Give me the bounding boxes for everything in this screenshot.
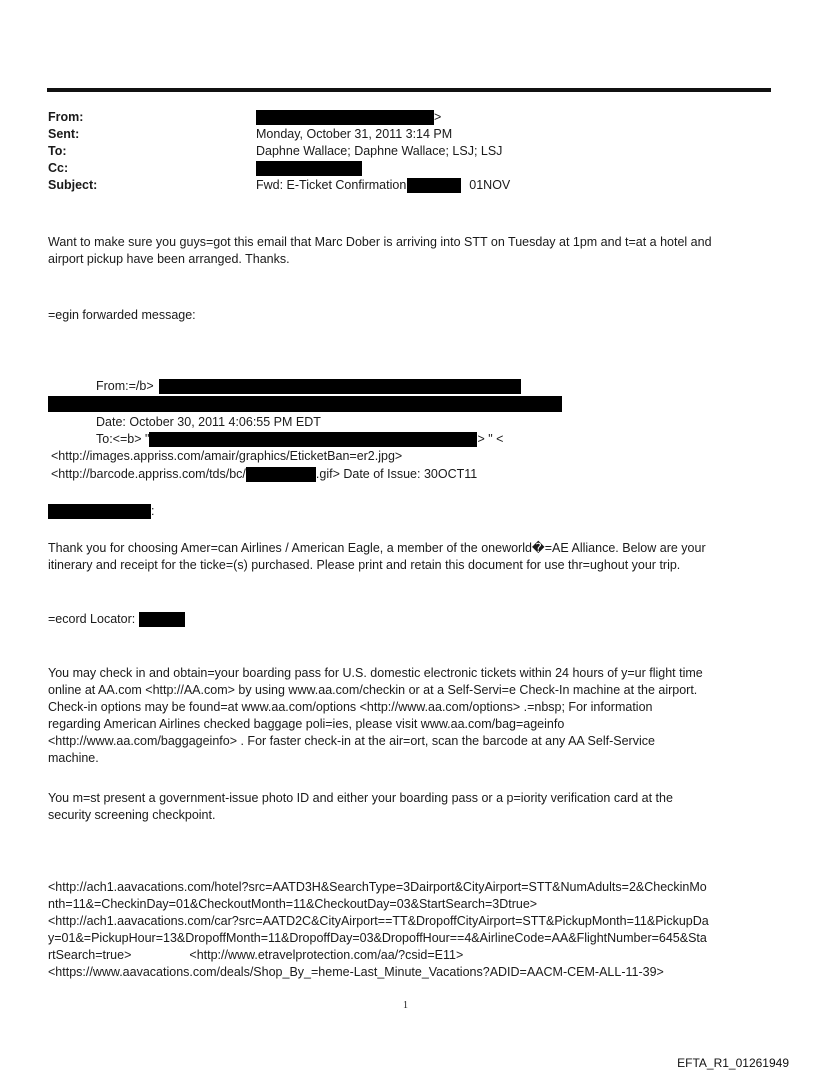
fwd-barcode-line: [51, 466, 781, 483]
redaction: [149, 432, 477, 447]
subject-suffix: 01NOV: [469, 178, 511, 192]
fwd-to-suffix: > " <: [477, 432, 504, 446]
intro-paragraph: [48, 234, 778, 268]
checkin-line: <http://www.aa.com/baggageinfo> . For faster check-in at the air=ort, scan the barcode at any AA Self-Service: [48, 734, 655, 748]
barcode-suffix: .gif> Date of Issue: 30OCT11: [315, 467, 478, 481]
checkin-line: machine.: [48, 751, 99, 765]
redaction: [256, 161, 362, 176]
header-rule: [47, 88, 771, 92]
url-line: <https://www.aavacations.com/deals/Shop_By_=heme-Last_Minute_Vacations?ADID=AACM-CEM-ALL-11-39>: [48, 965, 664, 979]
greeting-line: [48, 503, 778, 520]
email-header: [48, 109, 768, 194]
subject-prefix: Fwd: E-Ticket Confirmation: [256, 178, 407, 192]
fwd-image-url: <http://images.appriss.com/amair/graphics/EticketBan=er2.jpg>: [51, 449, 403, 463]
url-line: <http://ach1.aavacations.com/hotel?src=AATD3H&SearchType=3Dairport&CityAirport=STT&NumAdults=2&CheckinMo: [48, 880, 707, 894]
url-line: <http://ach1.aavacations.com/car?src=AATD2C&CityAirport==TT&DropoffCityAirport=STT&PickupMonth=11&PickupDa: [48, 914, 709, 928]
url-block: [48, 879, 778, 981]
intro-line: Want to make sure you guys=got this email that Marc Dober is arriving into STT on Tuesday at 1pm and t=at a hotel and: [48, 235, 712, 249]
to-row: [48, 143, 768, 160]
url-line: [48, 947, 778, 964]
checkin-paragraph: [48, 665, 778, 767]
intro-line: airport pickup have been arranged. Thanks.: [48, 252, 290, 266]
fwd-to-line: [96, 431, 503, 448]
checkin-line: online at AA.com <http://AA.com> by using www.aa.com/checkin or at a Self-Servi=e Check-In machine at the airport.: [48, 683, 698, 697]
checkin-line: You may check in and obtain=your boarding pass for U.S. domestic electronic tickets within 24 hours of y=ur flight time: [48, 666, 703, 680]
greeting-colon: :: [151, 504, 155, 518]
sent-label: Sent:: [48, 127, 80, 141]
sent-row: [48, 126, 768, 143]
url-line: nth=11&=CheckinDay=01&CheckoutMonth=11&CheckoutDay=03&StartSearch=3Dtrue>: [48, 897, 538, 911]
url-fragment: <http://www.etravelprotection.com/aa/?csid=E11>: [189, 948, 464, 962]
redaction: [407, 178, 461, 193]
redaction: [256, 110, 434, 125]
cc-label: Cc:: [48, 161, 69, 175]
url-fragment: rtSearch=true>: [48, 948, 132, 962]
thanks-line: itinerary and receipt for the ticke=(s) purchased. Please print and retain this document for use thr=ughout your trip.: [48, 558, 681, 572]
to-value: Daphne Wallace; Daphne Wallace; LSJ; LSJ: [256, 144, 503, 158]
checkin-line: regarding American Airlines checked baggage poli=ies, please visit www.aa.com/bag=ageinfo: [48, 717, 565, 731]
forwarded-label: =egin forwarded message:: [48, 308, 196, 322]
fwd-date: Date: October 30, 2011 4:06:55 PM EDT: [96, 415, 321, 429]
redaction: [139, 612, 185, 627]
thanks-paragraph: [48, 540, 778, 574]
checkin-line: Check-in options may be found=at www.aa.com/options <http://www.aa.com/options> .=nbsp; For information: [48, 700, 653, 714]
sent-value: Monday, October 31, 2011 3:14 PM: [256, 127, 453, 141]
url-line: y=01&=PickupHour=13&DropoffMonth=11&DropoffDay=03&DropoffHour==4&AirlineCode=AA&FlightNumber=645&Sta: [48, 931, 707, 945]
to-label: To:: [48, 144, 67, 158]
fwd-from-label: From:=/b>: [96, 379, 154, 393]
record-locator-label: =ecord Locator:: [48, 612, 136, 626]
redaction: [159, 379, 521, 394]
subject-label: Subject:: [48, 178, 98, 192]
fwd-to-label: To:<=b> ": [96, 432, 150, 446]
barcode-prefix: <http://barcode.appriss.com/tds/bc/: [51, 467, 246, 481]
page-number: 1: [403, 1000, 408, 1011]
id-paragraph: [48, 790, 778, 824]
from-suffix: >: [434, 110, 442, 124]
subject-row: [48, 177, 768, 194]
record-locator-line: [48, 611, 778, 628]
thanks-line: Thank you for choosing Amer=can Airlines / American Eagle, a member of the oneworld�=AE Alliance. Below are your: [48, 541, 706, 555]
from-row: [48, 109, 768, 126]
fwd-from-line: [96, 378, 521, 395]
id-line: security screening checkpoint.: [48, 808, 216, 822]
redaction: [48, 504, 151, 519]
redaction: [48, 396, 562, 412]
bates-number: EFTA_R1_01261949: [677, 1056, 789, 1070]
from-label: From:: [48, 110, 84, 124]
redaction: [246, 467, 316, 482]
cc-row: [48, 160, 768, 177]
id-line: You m=st present a government-issue photo ID and either your boarding pass or a p=iority verification card at the: [48, 791, 673, 805]
